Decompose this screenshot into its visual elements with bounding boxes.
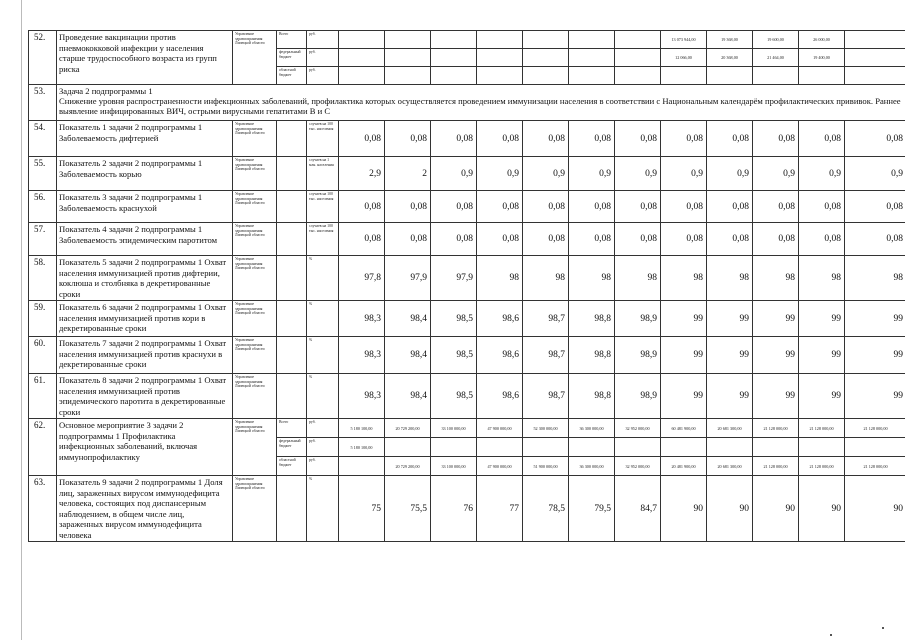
indicator-name: Показатель 7 задачи 2 подпрограммы 1 Охват населения иммунизацией против краснухи в декретированные сроки [57, 337, 233, 374]
executor: Управление здравоохранения Липецкой области [233, 31, 277, 85]
funding-value [799, 438, 845, 457]
funding-source-empty [277, 121, 307, 157]
indicator-value: 98 [569, 256, 615, 301]
funding-value [845, 31, 905, 49]
indicator-value: 98 [707, 256, 753, 301]
indicator-value: 98,6 [477, 374, 523, 419]
funding-value [431, 67, 477, 85]
indicator-name: Показатель 8 задачи 2 подпрограммы 1 Охват населения иммунизацией против эпидемического паротита в декретированные сроки [57, 374, 233, 419]
executor: Управление здравоохранения Липецкой области [233, 157, 277, 191]
indicator-value: 98,3 [339, 301, 385, 337]
funding-value: 52 300 000,00 [523, 419, 569, 438]
funding-value [615, 67, 661, 85]
funding-row [29, 419, 905, 438]
funding-value [339, 67, 385, 85]
indicator-value: 0,9 [569, 157, 615, 191]
indicator-value: 99 [753, 374, 799, 419]
indicator-row [29, 223, 905, 256]
funding-value [615, 31, 661, 49]
indicator-value: 99 [661, 301, 707, 337]
funding-value: 20 681 300,00 [707, 457, 753, 476]
funding-value [569, 31, 615, 49]
task-title: Задача 2 подпрограммы 1 [59, 86, 153, 96]
indicator-name: Показатель 5 задачи 2 подпрограммы 1 Охват населения иммунизацией против дифтерии, коклюша и столбняка в декретированные сроки [57, 256, 233, 301]
funding-value [569, 49, 615, 67]
indicator-value: 0,08 [569, 191, 615, 223]
indicator-value: 98,5 [431, 301, 477, 337]
funding-value: 20 729 200,00 [385, 419, 431, 438]
indicator-value: 98,8 [569, 337, 615, 374]
indicator-value: 0,08 [339, 223, 385, 256]
row-number: 63. [29, 476, 57, 542]
indicator-value: 99 [707, 374, 753, 419]
indicator-value: 0,08 [523, 121, 569, 157]
funding-value [569, 67, 615, 85]
executor: Управление здравоохранения Липецкой области [233, 301, 277, 337]
indicator-value: 98,6 [477, 301, 523, 337]
indicator-name: Показатель 4 задачи 2 подпрограммы 1 Заболеваемость эпидемическим паротитом [57, 223, 233, 256]
funding-value: 33 100 000,00 [431, 419, 477, 438]
indicator-value: 99 [845, 374, 905, 419]
indicator-value: 98,6 [477, 337, 523, 374]
indicator-name: Показатель 3 задачи 2 подпрограммы 1 Заболеваемость краснухой [57, 191, 233, 223]
funding-value [615, 49, 661, 67]
funding-source: Всего [277, 31, 307, 49]
indicator-value: 0,08 [477, 223, 523, 256]
indicator-row [29, 191, 905, 223]
funding-value: 51 900 000,00 [523, 457, 569, 476]
indicator-value: 78,5 [523, 476, 569, 542]
funding-value: 21 128 000,00 [753, 457, 799, 476]
funding-source: Всего [277, 419, 307, 438]
funding-value: 12 066,00 [661, 49, 707, 67]
indicator-value: 2 [385, 157, 431, 191]
indicator-value: 98,8 [569, 374, 615, 419]
funding-value: 21 464,00 [753, 49, 799, 67]
unit: % [307, 256, 339, 301]
indicator-value: 98,4 [385, 301, 431, 337]
funding-source-empty [277, 256, 307, 301]
executor: Управление здравоохранения Липецкой области [233, 374, 277, 419]
indicator-row [29, 301, 905, 337]
unit: руб. [307, 419, 339, 438]
unit: руб. [307, 67, 339, 85]
funding-source: федеральный бюджет [277, 49, 307, 67]
indicator-value: 0,08 [799, 191, 845, 223]
indicator-value: 99 [707, 337, 753, 374]
funding-value [477, 438, 523, 457]
program-indicators-table [28, 30, 905, 542]
indicator-value: 0,9 [799, 157, 845, 191]
indicator-value: 0,08 [615, 223, 661, 256]
indicator-value: 99 [845, 301, 905, 337]
funding-value: 47 900 000,00 [477, 457, 523, 476]
funding-value [523, 438, 569, 457]
indicator-value: 0,08 [477, 191, 523, 223]
indicator-value: 98,7 [523, 301, 569, 337]
indicator-row [29, 121, 905, 157]
funding-value [523, 49, 569, 67]
indicator-value: 0,9 [707, 157, 753, 191]
funding-value: 21 128 000,00 [799, 419, 845, 438]
indicator-value: 99 [707, 301, 753, 337]
indicator-value: 0,9 [523, 157, 569, 191]
indicator-value: 0,08 [707, 223, 753, 256]
indicator-value: 0,08 [615, 191, 661, 223]
funding-source-empty [277, 301, 307, 337]
indicator-value: 0,08 [661, 121, 707, 157]
funding-value [661, 67, 707, 85]
indicator-row [29, 374, 905, 419]
funding-value [339, 31, 385, 49]
row-number: 55. [29, 157, 57, 191]
row-number: 54. [29, 121, 57, 157]
indicator-value: 98,5 [431, 374, 477, 419]
indicator-value: 98,9 [615, 337, 661, 374]
funding-value: 19 368,00 [707, 31, 753, 49]
indicator-row [29, 157, 905, 191]
indicator-row [29, 256, 905, 301]
unit: руб. [307, 438, 339, 457]
funding-value [385, 67, 431, 85]
indicator-value: 0,08 [799, 223, 845, 256]
indicator-value: 98,7 [523, 374, 569, 419]
executor: Управление здравоохранения Липецкой области [233, 256, 277, 301]
indicator-value: 98,8 [569, 301, 615, 337]
funding-source-empty [277, 223, 307, 256]
indicator-value: 98,9 [615, 301, 661, 337]
indicator-row [29, 337, 905, 374]
indicator-value: 98 [523, 256, 569, 301]
indicator-value: 0,08 [845, 121, 905, 157]
scan-speck [830, 634, 832, 636]
funding-value [615, 438, 661, 457]
funding-value [431, 49, 477, 67]
funding-value [753, 67, 799, 85]
funding-row [29, 31, 905, 49]
indicator-value: 0,08 [569, 121, 615, 157]
funding-value: 21 128 000,00 [799, 457, 845, 476]
funding-value: 32 952 000,00 [615, 419, 661, 438]
indicator-value: 0,9 [845, 157, 905, 191]
indicator-value: 0,08 [339, 121, 385, 157]
indicator-name: Основное мероприятие 3 задачи 2 подпрограммы 1 Профилактика инфекционных заболеваний, включая иммунопрофилактику [57, 419, 233, 476]
funding-value [339, 457, 385, 476]
unit: руб. [307, 457, 339, 476]
funding-source-empty [277, 374, 307, 419]
indicator-value: 99 [753, 301, 799, 337]
indicator-value: 0,08 [845, 223, 905, 256]
indicator-value: 0,9 [661, 157, 707, 191]
indicator-value: 98 [477, 256, 523, 301]
indicator-value: 0,08 [569, 223, 615, 256]
funding-value [707, 438, 753, 457]
funding-source: областной бюджет [277, 67, 307, 85]
funding-value: 60 481 900,00 [661, 419, 707, 438]
indicator-value: 0,08 [339, 191, 385, 223]
indicator-row [29, 476, 905, 542]
funding-value: 20 481 900,00 [661, 457, 707, 476]
indicator-value: 98,4 [385, 374, 431, 419]
indicator-value: 99 [661, 374, 707, 419]
funding-value [845, 438, 905, 457]
indicator-value: 0,9 [477, 157, 523, 191]
funding-value: 5 180 100,00 [339, 438, 385, 457]
funding-value: 26 000,00 [799, 31, 845, 49]
funding-value: 36 300 000,00 [569, 419, 615, 438]
row-number: 56. [29, 191, 57, 223]
funding-value [753, 438, 799, 457]
page-scan-edge [21, 0, 22, 640]
indicator-value: 98,9 [615, 374, 661, 419]
row-number: 62. [29, 419, 57, 476]
unit: случаев на 100 тыс. населения [307, 191, 339, 223]
indicator-value: 99 [845, 337, 905, 374]
executor: Управление здравоохранения Липецкой области [233, 191, 277, 223]
funding-value [661, 438, 707, 457]
executor: Управление здравоохранения Липецкой области [233, 121, 277, 157]
funding-source: областной бюджет [277, 457, 307, 476]
indicator-value: 97,8 [339, 256, 385, 301]
funding-value: 21 128 000,00 [845, 457, 905, 476]
indicator-value: 99 [799, 337, 845, 374]
indicator-value: 0,08 [385, 223, 431, 256]
indicator-value: 98,7 [523, 337, 569, 374]
indicator-value: 0,08 [523, 223, 569, 256]
funding-source-empty [277, 337, 307, 374]
indicator-name: Показатель 9 задачи 2 подпрограммы 1 Доля лиц, зараженных вирусом иммунодефицита человека, состоящих под диспансерным наблюдением, в общем числе лиц, зараженных вирусом иммунодефицита человека [57, 476, 233, 542]
indicator-value: 0,08 [661, 191, 707, 223]
indicator-value: 79,5 [569, 476, 615, 542]
funding-value [845, 49, 905, 67]
indicator-value: 0,08 [431, 223, 477, 256]
indicator-value: 99 [661, 337, 707, 374]
indicator-value: 0,08 [753, 121, 799, 157]
indicator-value: 0,08 [799, 121, 845, 157]
indicator-value: 77 [477, 476, 523, 542]
indicator-value: 0,08 [753, 191, 799, 223]
unit: % [307, 374, 339, 419]
unit: % [307, 301, 339, 337]
funding-value: 33 100 000,00 [431, 457, 477, 476]
executor: Управление здравоохранения Липецкой области [233, 337, 277, 374]
scan-speck [882, 627, 884, 629]
row-number: 61. [29, 374, 57, 419]
row-number: 59. [29, 301, 57, 337]
executor: Управление здравоохранения Липецкой области [233, 223, 277, 256]
indicator-value: 0,08 [523, 191, 569, 223]
funding-value: 20 729 200,00 [385, 457, 431, 476]
indicator-value: 90 [845, 476, 905, 542]
indicator-value: 0,08 [707, 191, 753, 223]
executor: Управление здравоохранения Липецкой области [233, 419, 277, 476]
funding-value: 47 900 000,00 [477, 419, 523, 438]
indicator-value: 0,08 [431, 121, 477, 157]
indicator-value: 84,7 [615, 476, 661, 542]
indicator-value: 0,08 [707, 121, 753, 157]
funding-value [569, 438, 615, 457]
funding-value [477, 49, 523, 67]
indicator-value: 90 [799, 476, 845, 542]
indicator-value: 98 [753, 256, 799, 301]
funding-value [385, 49, 431, 67]
indicator-value: 98 [661, 256, 707, 301]
indicator-value: 98,3 [339, 337, 385, 374]
indicator-value: 0,08 [661, 223, 707, 256]
indicator-name: Показатель 2 задачи 2 подпрограммы 1 Заболеваемость корью [57, 157, 233, 191]
indicator-value: 90 [753, 476, 799, 542]
indicator-value: 99 [799, 374, 845, 419]
indicator-value: 97,9 [431, 256, 477, 301]
indicator-value: 0,08 [753, 223, 799, 256]
funding-value [431, 31, 477, 49]
unit: % [307, 476, 339, 542]
indicator-value: 76 [431, 476, 477, 542]
funding-value: 13 073 944,00 [661, 31, 707, 49]
indicator-value: 90 [661, 476, 707, 542]
indicator-name: Показатель 1 задачи 2 подпрограммы 1 Заболеваемость дифтерией [57, 121, 233, 157]
task-header-row [29, 85, 905, 121]
indicator-value: 2,9 [339, 157, 385, 191]
indicator-value: 99 [753, 337, 799, 374]
indicator-value: 75 [339, 476, 385, 542]
indicator-value: 0,08 [845, 191, 905, 223]
funding-value [477, 31, 523, 49]
row-number: 52. [29, 31, 57, 85]
task-text: Снижение уровня распространенности инфекционных заболеваний, профилактика которых осуществляется проведением иммунизации населения в соответствии с Национальным календарём профилактических прививок. Раннее выявление инфицированных ВИЧ, острыми вирусными гепатитами В и С [59, 96, 901, 116]
row-number: 60. [29, 337, 57, 374]
unit: руб. [307, 49, 339, 67]
funding-source: федеральный бюджет [277, 438, 307, 457]
indicator-value: 90 [707, 476, 753, 542]
funding-value [799, 67, 845, 85]
funding-value: 19 400,00 [799, 49, 845, 67]
indicator-value: 0,9 [431, 157, 477, 191]
funding-value [477, 67, 523, 85]
funding-source-empty [277, 191, 307, 223]
funding-value: 20 368,00 [707, 49, 753, 67]
indicator-value: 0,08 [431, 191, 477, 223]
funding-value [385, 31, 431, 49]
indicator-value: 0,9 [753, 157, 799, 191]
funding-value [523, 67, 569, 85]
indicator-value: 0,08 [615, 121, 661, 157]
funding-value [431, 438, 477, 457]
indicator-value: 98,5 [431, 337, 477, 374]
funding-value [845, 67, 905, 85]
row-number: 53. [29, 85, 57, 121]
unit: % [307, 337, 339, 374]
unit: случаев на 1 млн. населения [307, 157, 339, 191]
indicator-value: 0,08 [385, 121, 431, 157]
indicator-name: Проведение вакцинации против пневмококковой инфекции у населения старше трудоспособного возраста из групп риска [57, 31, 233, 85]
funding-value: 21 128 000,00 [753, 419, 799, 438]
funding-value [339, 49, 385, 67]
indicator-value: 0,08 [385, 191, 431, 223]
indicator-value: 98,4 [385, 337, 431, 374]
funding-value [707, 67, 753, 85]
indicator-value: 98 [799, 256, 845, 301]
unit: случаев на 100 тыс. населения [307, 223, 339, 256]
funding-value: 5 180 100,00 [339, 419, 385, 438]
funding-source-empty [277, 157, 307, 191]
funding-value: 19 600,00 [753, 31, 799, 49]
indicator-value: 75,5 [385, 476, 431, 542]
indicator-value: 0,9 [615, 157, 661, 191]
unit: случаев на 100 тыс. населения [307, 121, 339, 157]
indicator-value: 97,9 [385, 256, 431, 301]
indicator-value: 98,3 [339, 374, 385, 419]
row-number: 57. [29, 223, 57, 256]
funding-value [385, 438, 431, 457]
funding-value [523, 31, 569, 49]
task-description [57, 85, 905, 121]
row-number: 58. [29, 256, 57, 301]
funding-value: 21 128 000,00 [845, 419, 905, 438]
executor: Управление здравоохранения Липецкой области [233, 476, 277, 542]
funding-value: 20 681 300,00 [707, 419, 753, 438]
unit: руб. [307, 31, 339, 49]
funding-value: 32 952 000,00 [615, 457, 661, 476]
indicator-value: 99 [799, 301, 845, 337]
funding-value: 36 300 000,00 [569, 457, 615, 476]
funding-source-empty [277, 476, 307, 542]
indicator-name: Показатель 6 задачи 2 подпрограммы 1 Охват населения иммунизацией против кори в декретированные сроки [57, 301, 233, 337]
indicator-value: 98 [845, 256, 905, 301]
indicator-value: 98 [615, 256, 661, 301]
indicator-value: 0,08 [477, 121, 523, 157]
